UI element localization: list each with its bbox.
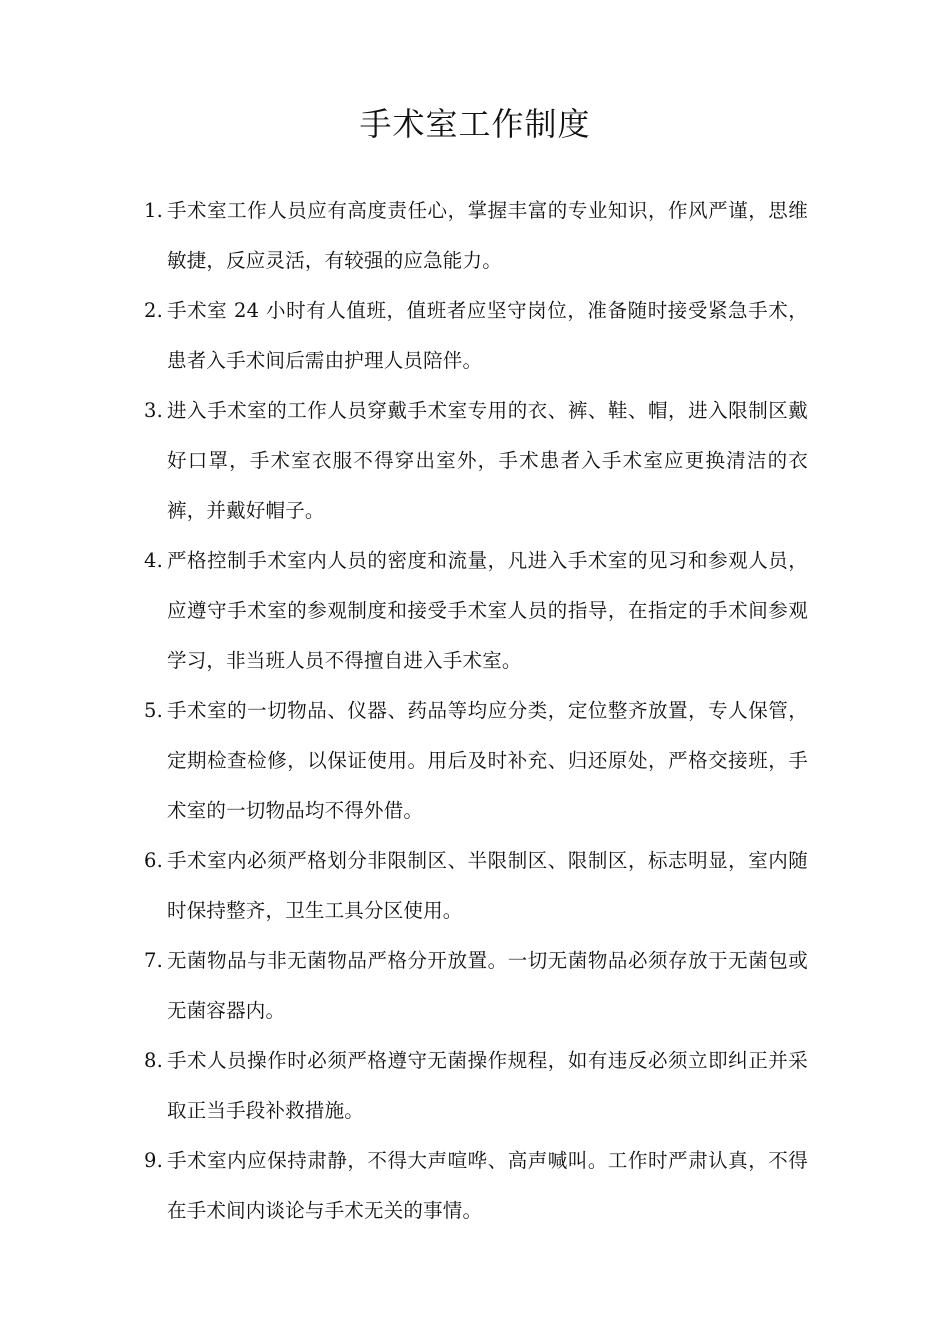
document-title: 手术室工作制度	[359, 105, 591, 143]
rule-item	[144, 536, 808, 686]
rules-list	[144, 186, 808, 1236]
rule-number: 9.	[144, 1149, 164, 1172]
rule-number: 5.	[144, 699, 164, 722]
rule-text: 手术室工作人员应有高度责任心，掌握丰富的专业知识，作风严谨，思维敏捷，反应灵活，有较强的应急能力。	[167, 199, 808, 272]
rule-text: 手术室内应保持肃静，不得大声喧哗、高声喊叫。工作时严肃认真，不得在手术间内谈论与手术无关的事情。	[167, 1149, 808, 1222]
rule-item	[144, 1136, 808, 1236]
rule-text: 手术人员操作时必须严格遵守无菌操作规程，如有违反必须立即纠正并采取正当手段补救措施。	[167, 1049, 808, 1122]
rule-number: 1.	[144, 199, 164, 222]
rule-text: 无菌物品与非无菌物品严格分开放置。一切无菌物品必须存放于无菌包或无菌容器内。	[167, 949, 808, 1022]
rule-item	[144, 1036, 808, 1136]
rule-number: 4.	[144, 549, 164, 572]
rule-number: 7.	[144, 949, 164, 972]
rule-text: 手术室 24 小时有人值班，值班者应坚守岗位，准备随时接受紧急手术，患者入手术间后需由护理人员陪伴。	[167, 299, 808, 372]
rule-text: 手术室内必须严格划分非限制区、半限制区、限制区，标志明显，室内随时保持整齐，卫生工具分区使用。	[167, 849, 808, 922]
rule-number: 3.	[144, 399, 164, 422]
rule-item	[144, 686, 808, 836]
rule-item	[144, 286, 808, 386]
rule-number: 6.	[144, 849, 164, 872]
rule-item	[144, 836, 808, 936]
rule-item	[144, 186, 808, 286]
rule-item	[144, 936, 808, 1036]
rule-text: 进入手术室的工作人员穿戴手术室专用的衣、裤、鞋、帽，进入限制区戴好口罩，手术室衣服不得穿出室外，手术患者入手术室应更换清洁的衣裤，并戴好帽子。	[167, 399, 808, 522]
rule-number: 8.	[144, 1049, 164, 1072]
rule-item	[144, 386, 808, 536]
rule-text: 手术室的一切物品、仪器、药品等均应分类，定位整齐放置，专人保管，定期检查检修，以保证使用。用后及时补充、归还原处，严格交接班，手术室的一切物品均不得外借。	[167, 699, 808, 822]
rule-text: 严格控制手术室内人员的密度和流量，凡进入手术室的见习和参观人员，应遵守手术室的参观制度和接受手术室人员的指导，在指定的手术间参观学习，非当班人员不得擅自进入手术室。	[167, 549, 808, 672]
rule-number: 2.	[144, 299, 164, 322]
